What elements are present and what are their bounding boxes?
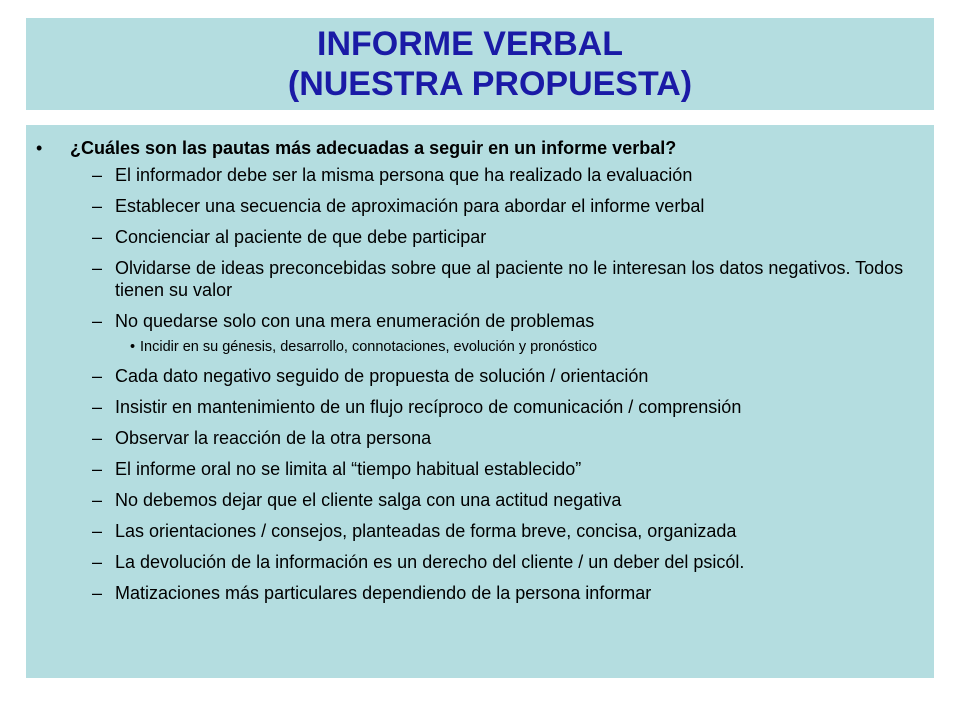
list-item: – Insistir en mantenimiento de un flujo recíproco de comunicación / comprensión xyxy=(92,397,742,417)
dash-icon: – xyxy=(92,196,103,216)
list-item: – Cada dato negativo seguido de propuesta de solución / orientación xyxy=(92,366,649,386)
dash-icon: – xyxy=(92,311,103,331)
dash-icon: – xyxy=(92,490,103,510)
main-question xyxy=(36,136,676,160)
dash-icon: – xyxy=(92,227,103,247)
dash-icon: – xyxy=(92,583,103,603)
list-item: – Las orientaciones / consejos, planteadas de forma breve, concisa, organizada xyxy=(92,521,737,541)
title-box xyxy=(26,18,934,110)
dash-icon: – xyxy=(92,459,103,479)
guideline-list xyxy=(92,164,922,613)
slide-title-line-1: INFORME VERBAL xyxy=(317,25,623,63)
dash-icon: – xyxy=(92,397,103,417)
sub-list-item: • Incidir en su génesis, desarrollo, connotaciones, evolución y pronóstico xyxy=(130,339,598,355)
dash-icon: – xyxy=(92,521,103,541)
list-item: – No debemos dejar que el cliente salga con una actitud negativa xyxy=(92,490,622,510)
list-item: – Concienciar al paciente de que debe participar xyxy=(92,227,487,247)
list-item: – Olvidarse de ideas preconcebidas sobre que al paciente no le interesan los datos negativos. Todos tienen su valor xyxy=(92,258,904,300)
list-item: – No quedarse solo con una mera enumeración de problemas xyxy=(92,311,595,331)
dash-icon: – xyxy=(92,258,103,278)
slide-title-line-2: (NUESTRA PROPUESTA) xyxy=(287,65,693,103)
list-item: – Observar la reacción de la otra persona xyxy=(92,428,432,448)
dash-icon: – xyxy=(92,366,103,386)
dash-icon: – xyxy=(92,428,103,448)
dash-icon: – xyxy=(92,552,103,572)
list-item: – La devolución de la información es un derecho del cliente / un deber del psicól. xyxy=(92,552,745,572)
dash-icon: – xyxy=(92,165,103,185)
list-item: – Establecer una secuencia de aproximación para abordar el informe verbal xyxy=(92,196,705,216)
bullet-icon: • xyxy=(36,138,43,158)
list-item: – El informe oral no se limita al “tiempo habitual establecido” xyxy=(92,459,582,479)
bullet-icon: • xyxy=(130,339,136,355)
list-item: – Matizaciones más particulares dependiendo de la persona informar xyxy=(92,583,652,603)
list-item: – El informador debe ser la misma persona que ha realizado la evaluación xyxy=(92,165,693,185)
main-question-text: ¿Cuáles son las pautas más adecuadas a seguir en un informe verbal? xyxy=(70,138,677,158)
